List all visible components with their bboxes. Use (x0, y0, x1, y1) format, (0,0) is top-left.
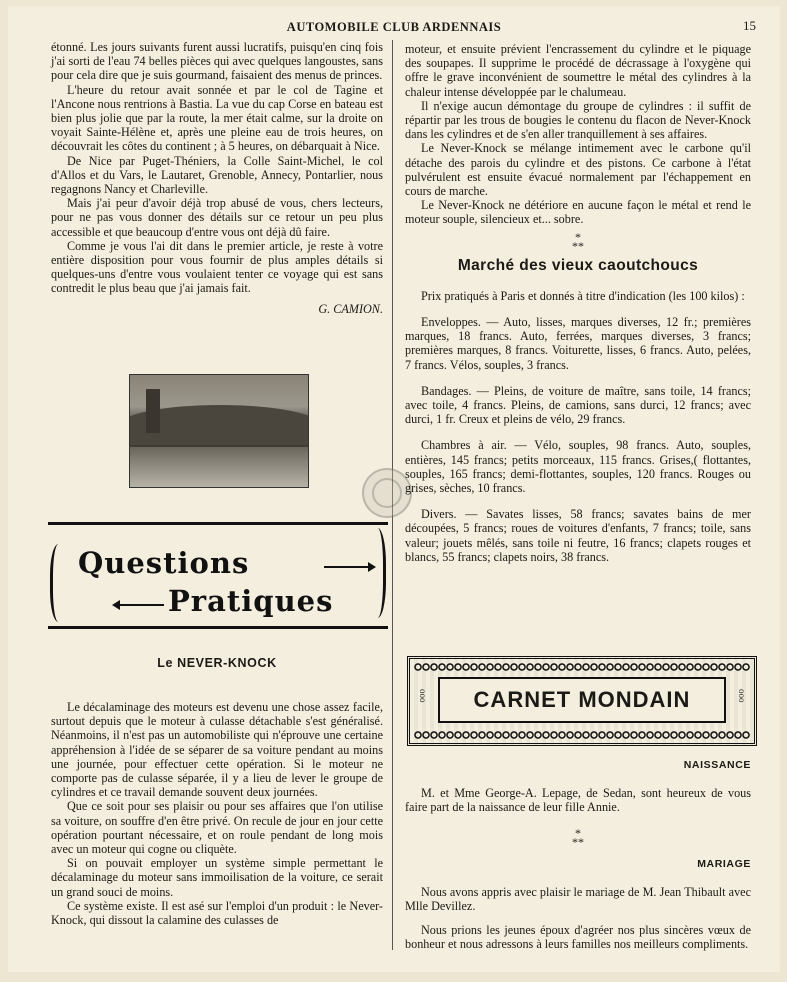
paragraph: Le décalaminage des moteurs est devenu une chose assez facile, surtout depuis que le moteur à culasse détachable s'est généralisé. Néanmoins, il n'est pas un automobiliste qui n'éprouve une certaine appréhension à l'idée de se séparer de sa voiture pendant au moins une journée, pour effectuer cette opération. Si le moteur ne comporte pas de culasse séparée, il y a lieu de lever le groupe de cylindres et ce travail demande souvent deux journées. (51, 700, 383, 800)
market-title: Marché des vieux caoutchoucs (457, 256, 699, 274)
section-stars: * ** (572, 825, 584, 849)
market-item: Chambres à air. — Vélo, souples, 98 francs. Auto, souples, entières, 145 francs; petits morceaux, 115 francs. Grises,( flottantes, souples, 165 francs; demi-flottantes, souples, 120 francs. Rouges ou grises, sèches, 10 francs. (405, 438, 751, 496)
arrow-right-icon (324, 566, 370, 568)
left-column-top (51, 40, 383, 316)
page-number: 15 (743, 18, 756, 33)
carnet-title: CARNET MONDAIN (473, 687, 691, 712)
paragraph: étonné. Les jours suivants furent aussi lucratifs, puisqu'en cinq fois j'ai sorti de l'eau 74 belles pièces qui avec quelques langoustes, sans pour cela dire que je suis gourmand, faisaient des menus de princes. (51, 40, 383, 83)
banner-right-ornament (365, 528, 386, 618)
photo-water (130, 447, 308, 487)
paragraph: Si on pouvait employer un système simple permettant le décalaminage du moteur sans immoilisation de la voiture, ce serait un grand souci de moins. (51, 856, 383, 899)
paragraph: Comme je vous l'ai dit dans le premier article, je reste à votre entière disposition pour vous fournir de plus amples détails si quelques-uns d'entre vous voulaient tenter ce voyage qui est sans contredit le plus beau que j'ai jamais fait. (51, 238, 383, 296)
questions-pratiques-banner (48, 514, 388, 634)
paragraph: Ce système existe. Il est asé sur l'emploi d'un produit : le Never-Knock, qui dissout la calamine des culasses de (51, 898, 383, 928)
signature: G. CAMION. (318, 301, 383, 316)
paragraph: moteur, et ensuite prévient l'encrassement du cylindre et le piquage des soupapes. Il supprime le procédé de décrassage à l'oxygène qui offre le grave inconvénient de soumettre le métal des cylindres à la chaleur intense développée par le chalumeau. (405, 42, 751, 99)
magazine-page (8, 6, 780, 972)
market-item: Enveloppes. — Auto, lisses, marques diverses, 12 fr.; premières marques, 18 francs. Auto, ferrées, marques diverses, 3 francs; premières marques, 8 francs. Voiturette, lisses, 6 francs. Auto, pelées, 7 francs. Vélos, souples, 3 francs. (405, 315, 751, 372)
market-item: Bandages. — Pleins, de voiture de maître, sans toile, 14 francs; avec toile, 4 francs. Pleins, de camions, sans durci, 12 francs; avec durci, 1 fr. Creux et pleins de vélo, 29 francs. (405, 383, 751, 427)
right-column-top (405, 42, 751, 564)
running-header: AUTOMOBILE CLUB ARDENNAIS (286, 20, 502, 34)
banner-left-ornament (50, 544, 71, 622)
naissance-heading: NAISSANCE (683, 759, 751, 771)
paragraph: De Nice par Puget-Théniers, la Colle Saint-Michel, le col d'Allos et du Vars, le Lautaret, Grenoble, Annecy, Pontarlier, nous regagnons Nancy et Charleville. (51, 153, 383, 197)
banner-bottom-rule (48, 626, 388, 629)
naissance-text: M. et Mme George-A. Lepage, de Sedan, sont heureux de vous faire part de la naissance de leur fille Annie. (405, 786, 751, 815)
mariage-heading: MARIAGE (697, 857, 751, 870)
market-item: Divers. — Savates lisses, 58 francs; savates bains de mer découpées, 5 francs; roues de voitures d'enfants, 7 francs; toile, sans valeur; jouets mêlés, sans toile ni feutre, 16 francs; clapets rouges et blancs, 55 francs; clapets noirs, 38 francs. (405, 507, 751, 564)
carnet-title-frame (438, 677, 726, 723)
banner-word-pratiques: Pratiques (168, 584, 334, 618)
paragraph: Le Never-Knock se mélange intimement avec le carbone qu'il détache des parois du cylindre et des pistons. Ce carbone à l'état pulvérulent est ensuite évacué normalement par l'échappement en cours de marche. (405, 141, 751, 199)
paragraph: Il n'exige aucun démontage du groupe de cylindres : il suffit de répartir par les trous de bougies le contenu du flacon de Never-Knock dans les cylindres et de s'en aller tranquillement à ses affaires. (405, 98, 751, 142)
banner-top-rule (48, 522, 388, 525)
chain-border-top (414, 663, 750, 671)
chain-border-bottom (414, 731, 750, 739)
section-stars: * ** (572, 229, 584, 253)
photo-bell-tower (146, 389, 160, 433)
arrow-left-icon (118, 604, 164, 606)
paragraph: Le Never-Knock ne détériore en aucune façon le métal et rend le moteur souple, silencieux et... sobre. (405, 198, 751, 227)
banner-word-questions: Questions (78, 546, 250, 580)
paragraph: Que ce soit pour ses plaisir ou pour ses affaires que l'on utilise sa voiture, on souffre d'en être privé. On recule de jour en jour cette opération pourtant nécessaire, et on roule pendant de long mois avec un moteur qui cogne ou cliquète. (51, 799, 383, 857)
market-intro: Prix pratiqués à Paris et donnés à titre d'indication (les 100 kilos) : (421, 288, 745, 303)
paragraph: L'heure du retour avait sonnée et par le col de Tagine et l'Ancone nous rentrions à Bastia. La vue du cap Corse en bateau est bien plus jolie que par la route, la mer était calme, sur la droite on voyait Sainte-Hélène et, après une pleine eau de trois heures, on découvrait les côtes du continent ; à 5 heures, on débarquait à Nice. (51, 82, 383, 154)
article-title: Le NEVER-KNOCK (157, 656, 277, 670)
side-ornament-right: ooo (737, 689, 747, 703)
right-column-social (405, 758, 751, 952)
mariage-text: Nous avons appris avec plaisir le mariage de M. Jean Thibault avec Mlle Devillez. (405, 884, 751, 914)
left-column-article (51, 700, 383, 927)
mariage-text: Nous prions les jeunes époux d'agréer nos plus sincères vœux de bonheur et nous adressons à leurs familles nos meilleurs compliments. (405, 923, 751, 952)
paragraph: Mais j'ai peur d'avoir déjà trop abusé de vous, chers lecteurs, pour ne pas vous donner des détails sur ce retour un peu plus accessible et que beaucoup d'entre vous ont déjà dû faire. (51, 196, 383, 239)
carnet-mondain-banner (407, 656, 757, 746)
harbor-photo (129, 374, 309, 488)
side-ornament-left: ooo (418, 689, 428, 703)
